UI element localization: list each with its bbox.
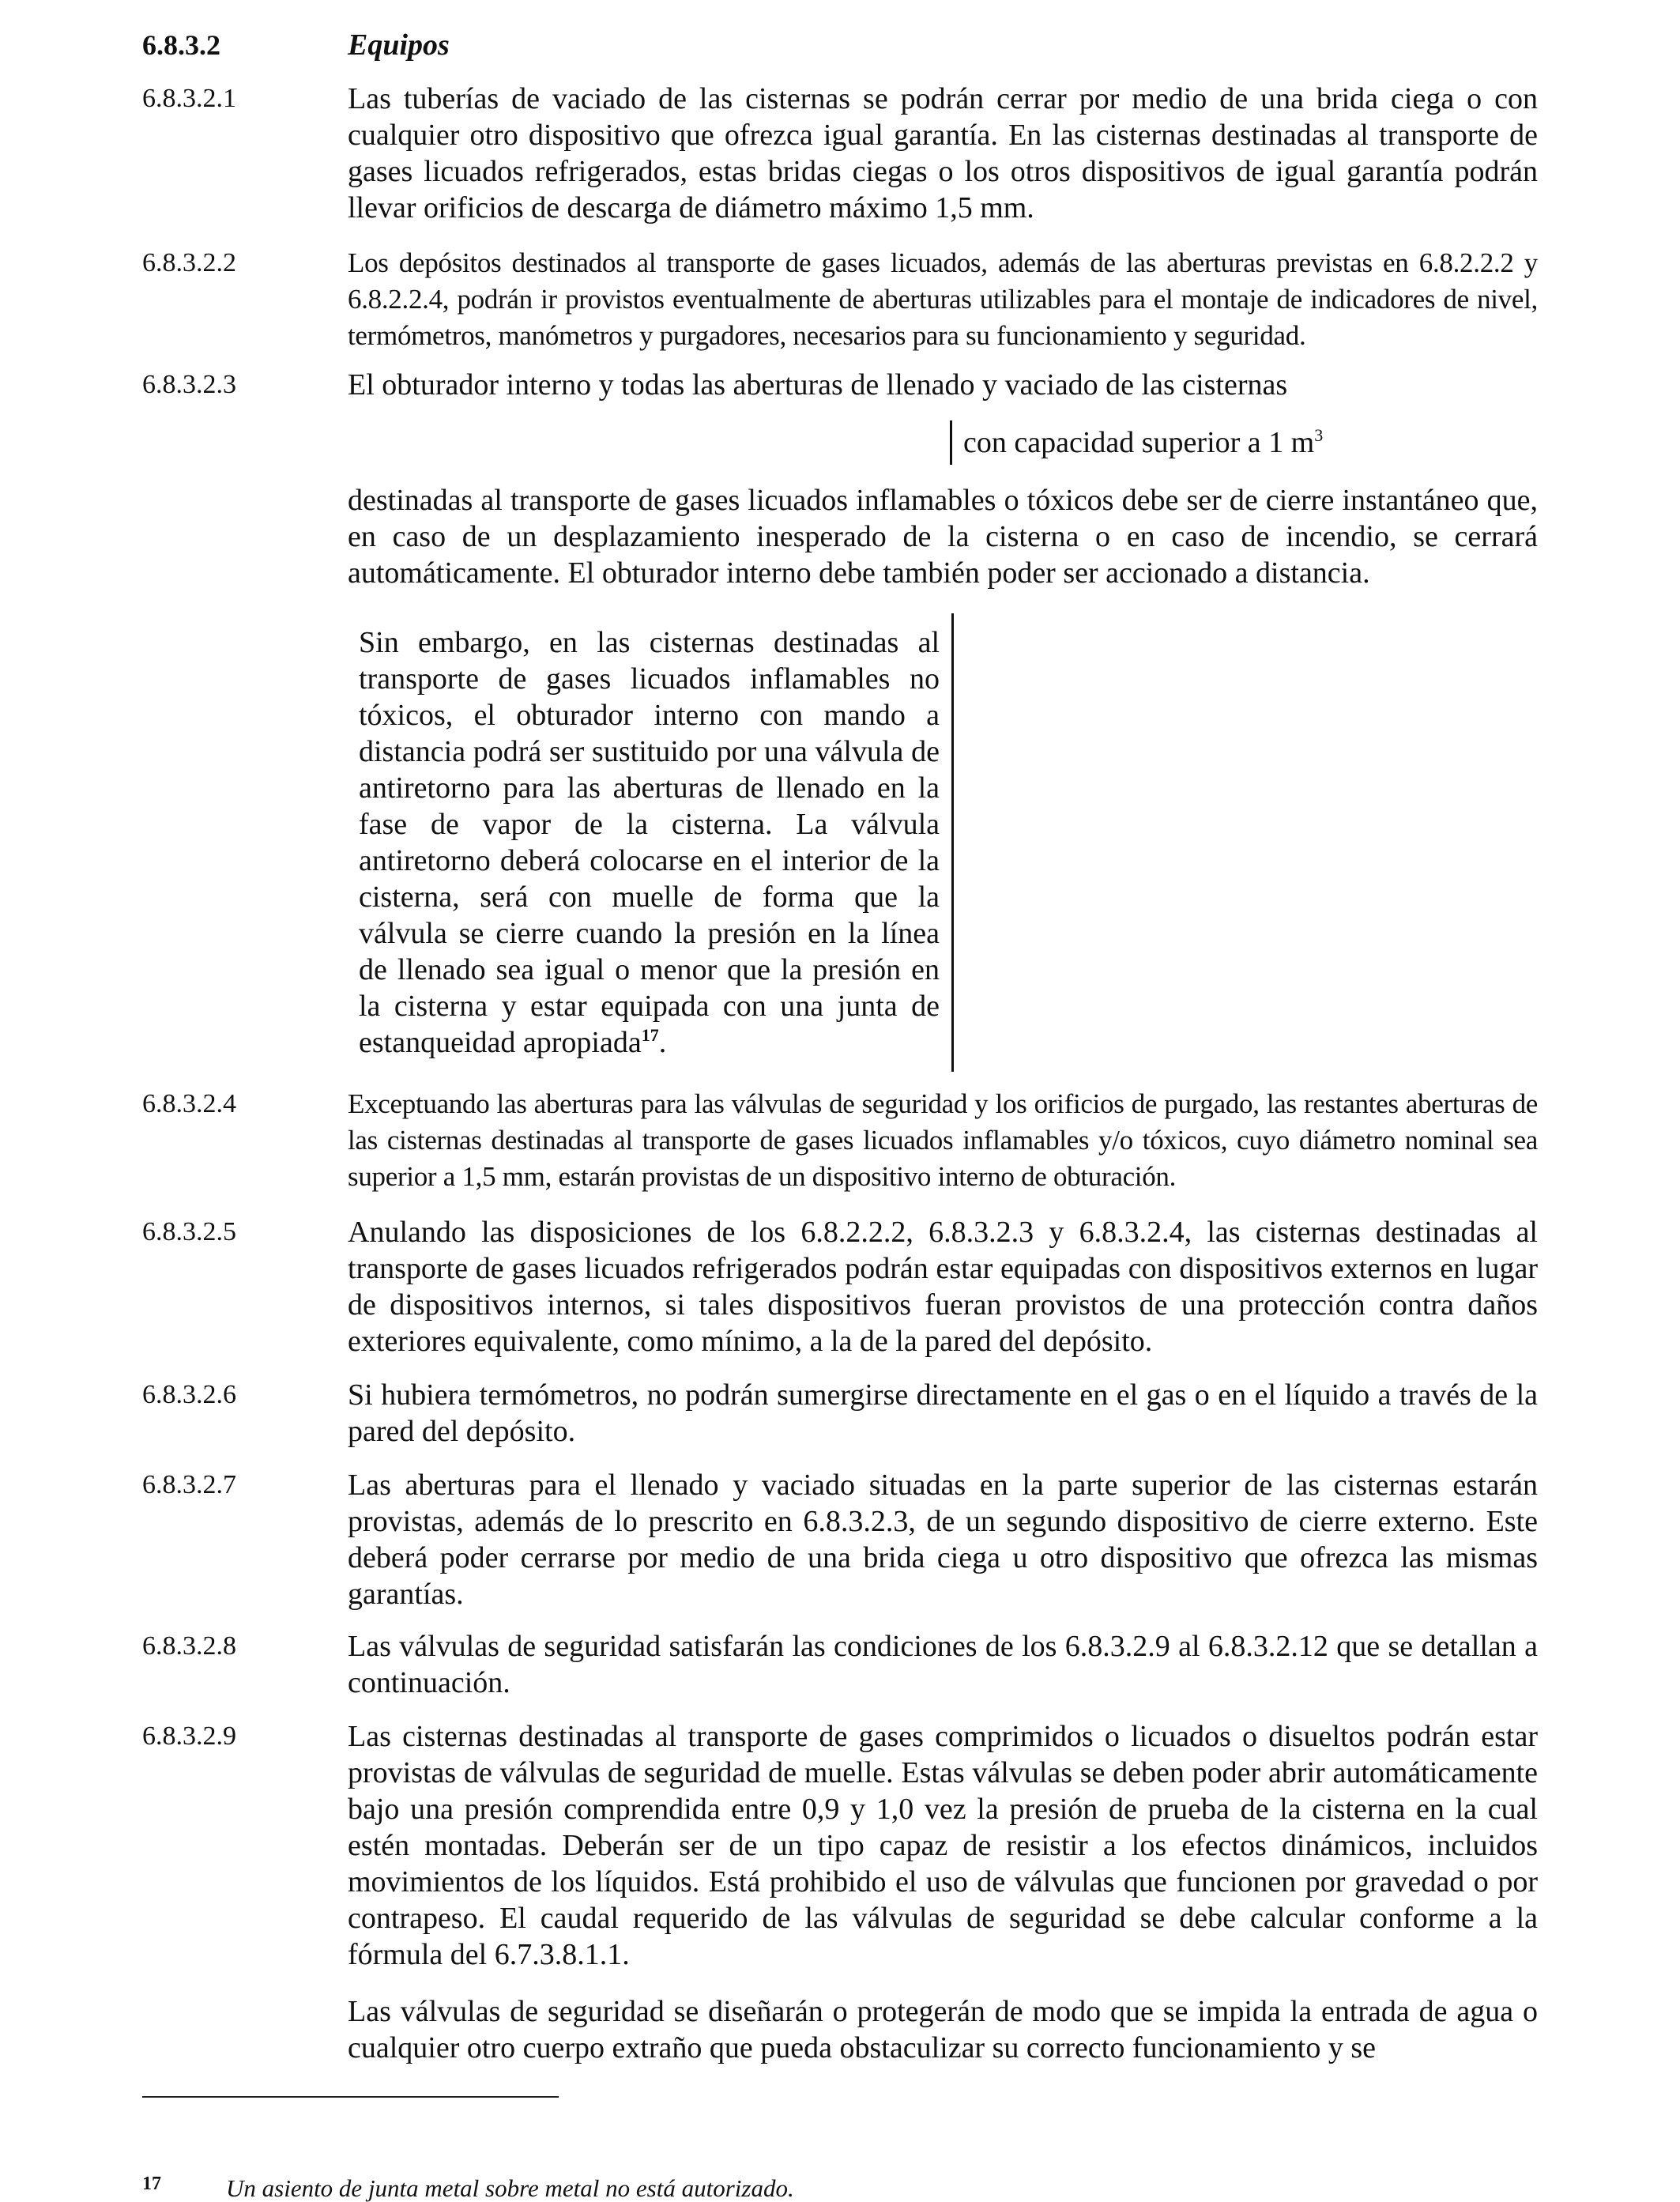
footnote-text: Un asiento de junta metal sobre metal no está autorizado.	[226, 2174, 794, 2202]
boxed-note-end: .	[658, 1026, 667, 1059]
paragraph-text: destinadas al transporte de gases licuados inflamables o tóxicos debe ser de cierre instantáneo que, en caso de un desplazamiento inesperado de la cisterna o en caso de incendio, se cerrará automáticamente. El obturador interno debe también poder ser accionado a distancia.	[348, 484, 1538, 590]
footnote-number: 17	[142, 2174, 161, 2194]
footnote-separator	[142, 2096, 559, 2098]
amendment-margin-note	[950, 420, 1323, 465]
margin-note-text: con capacidad superior a 1 m	[963, 426, 1315, 459]
paragraph-text: Las válvulas de seguridad se diseñarán o protegerán de modo que se impida la entrada de agua o cualquier otro cuerpo extraño que pueda obstaculizar su correcto funcionamiento y se	[348, 1995, 1538, 2064]
paragraph-number: 6.8.3.2.8	[142, 1631, 236, 1661]
paragraph-text: Anulando las disposiciones de los 6.8.2.2.2, 6.8.3.2.3 y 6.8.3.2.4, las cisternas destinadas al transporte de gases licuados refrigerados podrán estar equipadas con dispositivos externos en lugar de dispositivos internos, si tales dispositivos fueran provistos de una protección contra daños exteriores equivalente, como mínimo, a la de la pared del depósito.	[348, 1216, 1538, 1358]
paragraph-number: 6.8.3.2.9	[142, 1721, 236, 1751]
paragraph-number: 6.8.3.2.6	[142, 1380, 236, 1409]
paragraph-number: 6.8.3.2.4	[142, 1089, 236, 1118]
boxed-note-text	[359, 624, 940, 1061]
paragraph-number: 6.8.3.2.3	[142, 370, 236, 399]
paragraph-text: Las aberturas para el llenado y vaciado situadas en la parte superior de las cisternas estarán provistas, además de lo prescrito en 6.8.3.2.3, de un segundo dispositivo de cierre externo. Este deberá poder cerrarse por medio de una brida ciega u otro dispositivo que ofrezca las mismas garantías.	[348, 1469, 1538, 1611]
paragraph-number: 6.8.3.2.7	[142, 1470, 236, 1499]
boxed-note	[348, 613, 951, 1072]
paragraph-text: Las cisternas destinadas al transporte de gases comprimidos o licuados o disueltos podrán estar provistas de válvulas de seguridad de muelle. Estas válvulas se deben poder abrir automáticamente bajo una presión comprendida entre 0,9 y 1,0 vez la presión de prueba de la cisterna en la cual estén montadas. Deberán ser de un tipo capaz de resistir a los efectos dinámicos, incluidos movimientos de los líquidos. Está prohibido el uso de válvulas que funcionen por gravedad o por contrapeso. El caudal requerido de las válvulas de seguridad se debe calcular conforme a la fórmula del 6.7.3.8.1.1.	[348, 1720, 1538, 1971]
paragraph-number: 6.8.3.2.5	[142, 1217, 236, 1246]
paragraph-number: 6.8.3.2.1	[142, 84, 236, 113]
paragraph-text: El obturador interno y todas las aberturas de llenado y vaciado de las cisternas	[348, 368, 1288, 402]
footnote-reference: 17	[641, 1025, 659, 1045]
section-title: Equipos	[348, 28, 450, 62]
paragraph-text: Exceptuando las aberturas para las válvulas de seguridad y los orificios de purgado, las restantes aberturas de las cisternas destinadas al transporte de gases licuados inflamables y/o tóxicos, cuyo diámetro nominal sea superior a 1,5 mm, estarán provistas de un dispositivo interno de obturación.	[348, 1088, 1538, 1192]
margin-note-superscript: 3	[1314, 425, 1324, 445]
change-bar	[951, 613, 954, 1072]
boxed-note-body: Sin embargo, en las cisternas destinadas al transporte de gases licuados inflamables no tóxicos, el obturador interno con mando a distancia podrá ser sustituido por una válvula de antiretorno para las aberturas de llenado en la fase de vapor de la cisterna. La válvula antiretorno deberá colocarse en el interior de la cisterna, será con muelle de forma que la válvula se cierre cuando la presión en la línea de llenado sea igual o menor que la presión en la cisterna y estar equipada con una junta de estanqueidad apropiada	[359, 626, 940, 1059]
paragraph-number: 6.8.3.2.2	[142, 248, 236, 277]
paragraph-text: Las válvulas de seguridad satisfarán las condiciones de los 6.8.3.2.9 al 6.8.3.2.12 que se detallan a continuación.	[348, 1630, 1538, 1699]
paragraph-text: Las tuberías de vaciado de las cisternas se podrán cerrar por medio de una brida ciega o con cualquier otro dispositivo que ofrezca igual garantía. En las cisternas destinadas al transporte de gases licuados refrigerados, estas bridas ciegas o los otros dispositivos de igual garantía podrán llevar orificios de descarga de diámetro máximo 1,5 mm.	[348, 82, 1538, 224]
section-number: 6.8.3.2	[142, 29, 220, 61]
paragraph-text: Si hubiera termómetros, no podrán sumergirse directamente en el gas o en el líquido a través de la pared del depósito.	[348, 1378, 1538, 1448]
paragraph-text: Los depósitos destinados al transporte de gases licuados, además de las aberturas previstas en 6.8.2.2.2 y 6.8.2.2.4, podrán ir provistos eventualmente de aberturas utilizables para el montaje de indicadores de nivel, termómetros, manómetros y purgadores, necesarios para su funcionamiento y seguridad.	[348, 247, 1538, 351]
